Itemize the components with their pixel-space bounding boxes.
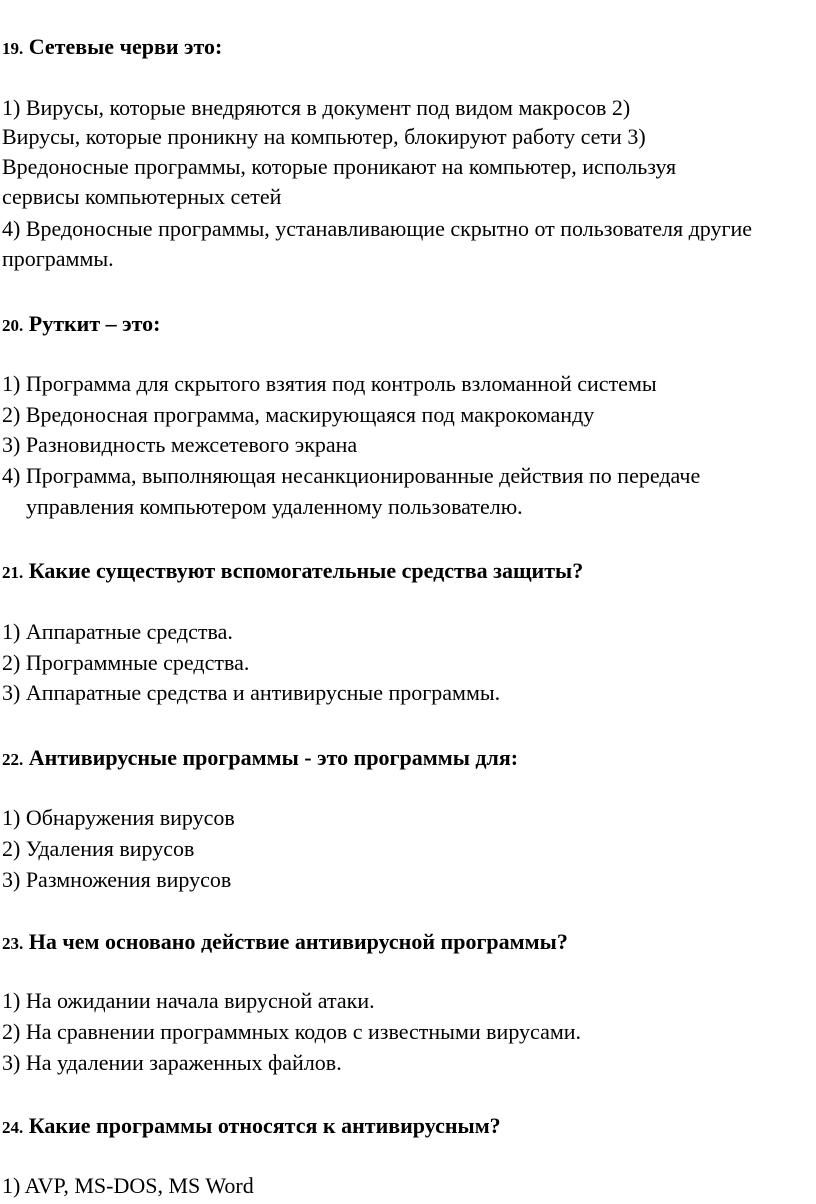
question-title: Какие программы относятся к антивирусным? [28, 1113, 501, 1138]
answer-line: 4) Вредоносные программы, устанавливающие скрытно от пользователя другие [2, 216, 753, 241]
answer-line: 1) Вирусы, которые внедряются в документ под видом макросов 2) [2, 95, 631, 120]
answer-line: сервисы компьютерных сетей [2, 184, 282, 209]
answer-line: 3) Разновидность межсетевого экрана [2, 432, 358, 457]
question-number: 22. [2, 750, 24, 769]
answer-line: 2) Вредоносная программа, маскирующаяся под макрокоманду [2, 402, 595, 427]
question-number: 20. [2, 316, 24, 335]
question-title: Сетевые черви это: [28, 34, 223, 59]
answer-line: управления компьютером удаленному пользователю. [26, 494, 523, 519]
question-title: Антивирусные программы - это программы для: [28, 745, 519, 770]
answer-line: 2) На сравнении программных кодов с известными вирусами. [2, 1019, 582, 1044]
answer-line: 1) Аппаратные средства. [2, 619, 233, 644]
answer-line: Вирусы, которые проникну на компьютер, блокируют работу сети 3) [2, 124, 646, 149]
question-title: На чем основано действие антивирусной программы? [28, 929, 568, 954]
answer-line: 1) Программа для скрытого взятия под контроль взломанной системы [2, 371, 657, 396]
answer-line: 2) Программные средства. [2, 650, 250, 675]
answer-line: 3) Размножения вирусов [2, 867, 232, 892]
question-19-heading [2, 34, 222, 62]
question-21-heading [2, 558, 583, 586]
answer-line: 1) AVP, MS-DOS, MS Word [2, 1173, 254, 1198]
question-23-heading [2, 929, 568, 957]
question-number: 21. [2, 563, 24, 582]
question-title: Какие существуют вспомогательные средства защиты? [28, 558, 584, 583]
answer-line: программы. [2, 246, 114, 271]
answer-line: 4) Программа, выполняющая несанкционированные действия по передаче [2, 463, 701, 488]
answer-line: 3) На удалении зараженных файлов. [2, 1050, 342, 1075]
question-number: 24. [2, 1118, 24, 1137]
answer-line: 1) Обнаружения вирусов [2, 805, 235, 830]
question-20-heading [2, 311, 161, 339]
answer-line: 3) Аппаратные средства и антивирусные программы. [2, 680, 501, 705]
answer-line: 2) Удаления вирусов [2, 836, 195, 861]
question-24-heading [2, 1113, 501, 1141]
answer-line: 1) На ожидании начала вирусной атаки. [2, 988, 375, 1013]
question-number: 23. [2, 934, 24, 953]
answer-line: Вредоносные программы, которые проникают на компьютер, используя [2, 154, 677, 179]
question-22-heading [2, 745, 518, 773]
question-number: 19. [2, 39, 24, 58]
question-title: Руткит – это: [28, 311, 161, 336]
